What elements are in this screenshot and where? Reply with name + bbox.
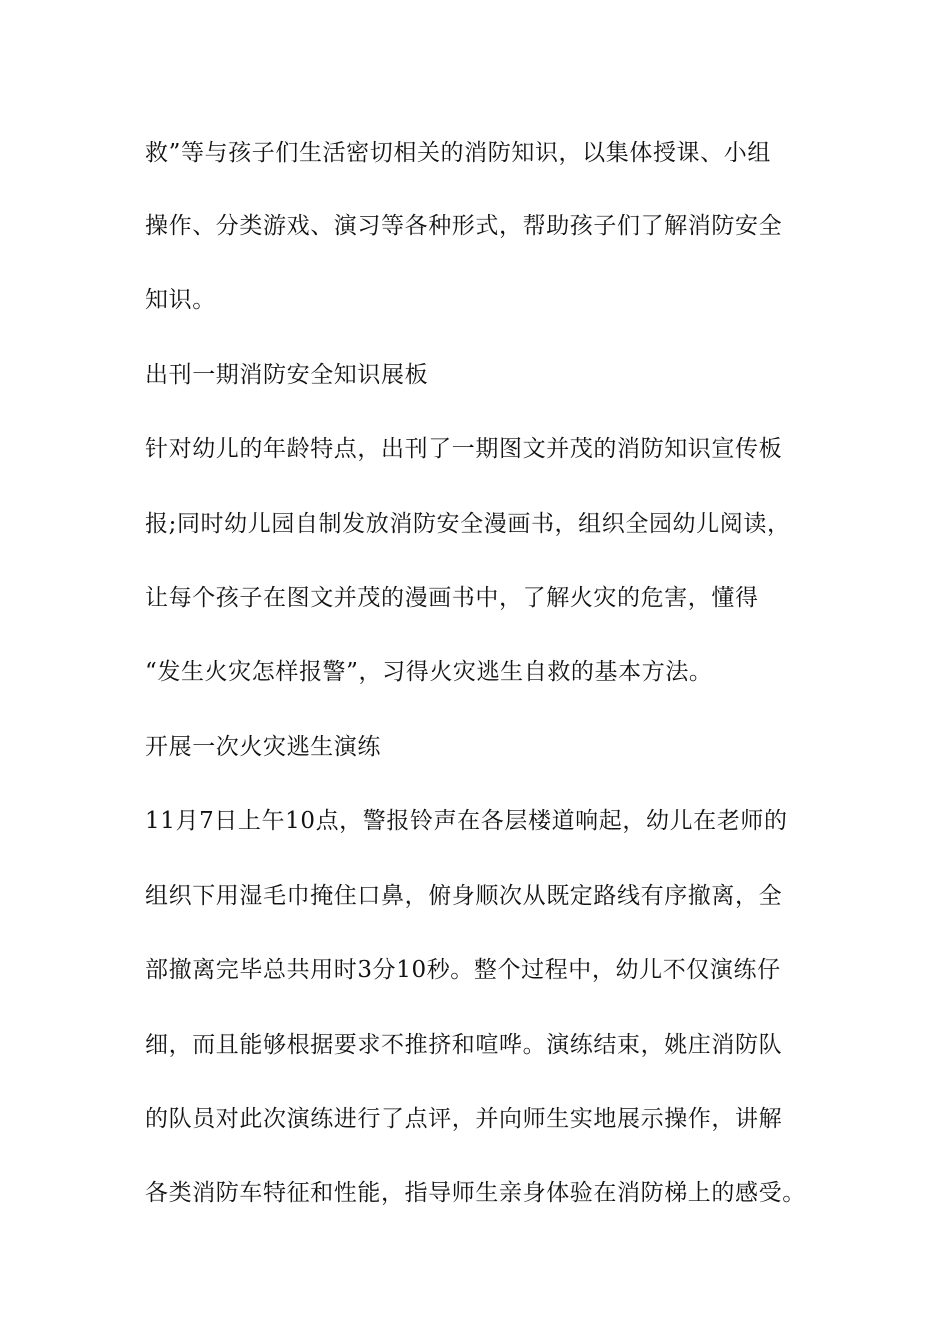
paragraph-line: 针对幼儿的年龄特点，出刊了一期图文并茂的消防知识宣传板	[145, 436, 783, 462]
paragraph-line: “发生火灾怎样报警”，习得火灾逃生自救的基本方法。	[145, 659, 713, 685]
paragraph-line: 细，而且能够根据要求不推挤和喧哗。演练结束，姚庄消防队	[145, 1032, 783, 1058]
paragraph-line: 报;同时幼儿园自制发放消防安全漫画书，组织全园幼儿阅读，	[145, 511, 791, 537]
paragraph-line: 部撤离完毕总共用时3分10秒。整个过程中，幼儿不仅演练仔	[145, 957, 781, 983]
paragraph-line: 救”等与孩子们生活密切相关的消防知识，以集体授课、小组	[145, 140, 771, 166]
paragraph-line: 11月7日上午10点，警报铃声在各层楼道响起，幼儿在老师的	[145, 808, 788, 834]
paragraph-line: 操作、分类游戏、演习等各种形式，帮助孩子们了解消防安全	[145, 213, 783, 239]
section-heading: 出刊一期消防安全知识展板	[145, 362, 429, 388]
paragraph-line: 的队员对此次演练进行了点评，并向师生实地展示操作，讲解	[145, 1106, 783, 1132]
section-heading: 开展一次火灾逃生演练	[145, 734, 381, 760]
paragraph-line: 让每个孩子在图文并茂的漫画书中，了解火灾的危害，懂得	[145, 585, 759, 611]
paragraph-line: 组织下用湿毛巾掩住口鼻，俯身顺次从既定路线有序撤离，全	[145, 883, 783, 909]
paragraph-line: 各类消防车特征和性能，指导师生亲身体验在消防梯上的感受。	[145, 1180, 806, 1206]
paragraph-line: 知识。	[145, 287, 216, 313]
